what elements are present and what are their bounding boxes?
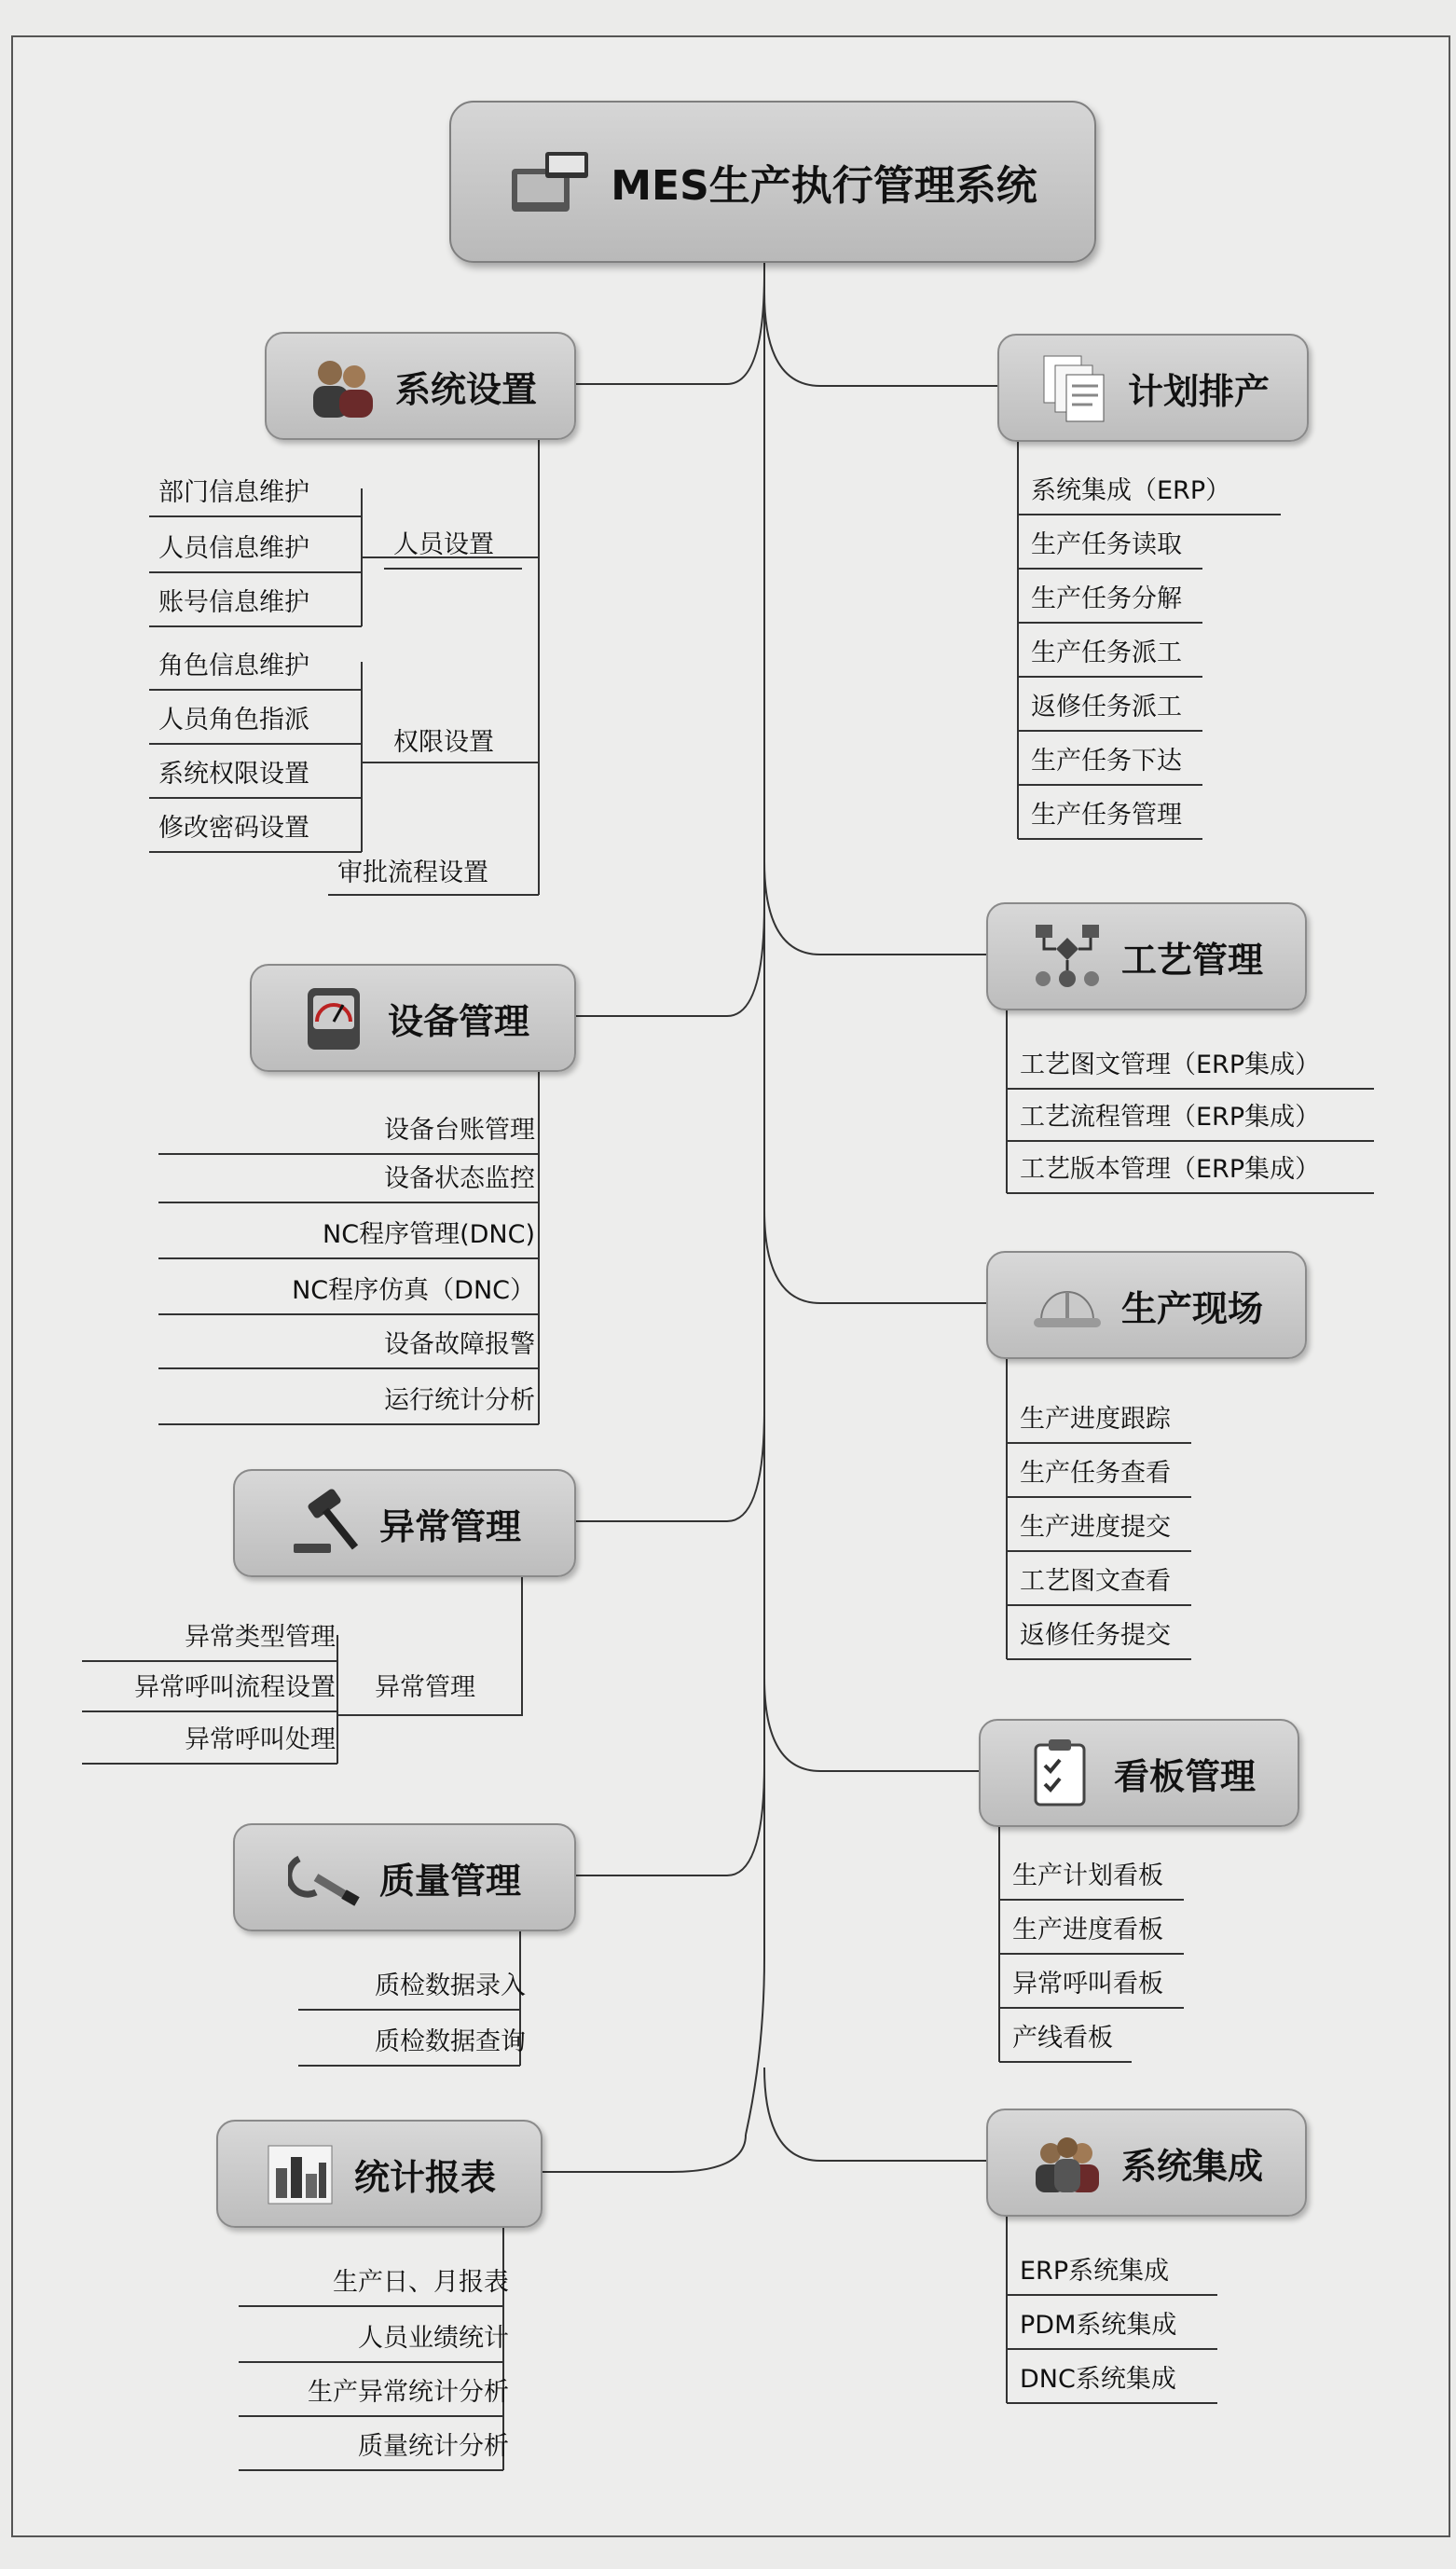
topic-title: 统计报表 [353,2156,496,2198]
leaf-item: 生产日、月报表 [333,2268,509,2297]
leaf-item: 生产进度看板 [1012,1916,1163,1944]
leaf-item: 生产任务读取 [1031,530,1182,559]
leaf-item: 工艺图文管理（ERP集成） [1020,1051,1321,1079]
hardhat-icon [1030,1268,1105,1342]
topic-right-0 [997,334,1309,442]
leaf-item: 产线看板 [1012,2024,1113,2053]
users-icon [304,349,378,423]
leaf-item: 异常呼叫处理 [185,1725,336,1754]
micrometer-icon [288,1840,363,1915]
leaf-item: 生产进度提交 [1020,1513,1171,1542]
topic-title: 工艺管理 [1120,939,1263,981]
leaf-item: 生产任务查看 [1020,1459,1171,1488]
leaf-item: 人员信息维护 [158,534,309,563]
leaf-item: 生产异常统计分析 [308,2378,509,2407]
leaf-item: 设备故障报警 [384,1330,535,1359]
leaf-item: 部门信息维护 [158,478,309,507]
topic-left-0 [265,332,576,440]
leaf-item: 账号信息维护 [158,588,309,617]
leaf-item: 返修任务提交 [1020,1621,1171,1650]
leaf-item: 审批流程设置 [337,859,488,887]
gavel-icon [288,1486,363,1560]
leaf-item: 系统集成（ERP） [1031,476,1231,505]
leaf-item: 系统权限设置 [158,760,309,789]
leaf-item: 生产任务派工 [1031,639,1182,667]
topic-left-3 [233,1823,576,1931]
topic-left-1 [250,964,576,1072]
leaf-item: 生产进度跟踪 [1020,1405,1171,1434]
topic-right-3 [979,1719,1299,1827]
people-group-icon [1030,2125,1105,2200]
leaf-item: 生产任务管理 [1031,801,1182,830]
leaf-item: 工艺版本管理（ERP集成） [1020,1155,1321,1184]
leaf-item: 生产任务分解 [1031,584,1182,613]
leaf-item: 工艺流程管理（ERP集成） [1020,1103,1321,1132]
flowchart-icon [1030,919,1105,994]
topic-title: 看板管理 [1113,1755,1256,1797]
gauge-icon [296,981,371,1055]
connector-line [572,1764,764,1875]
leaf-item: NC程序仿真（DNC） [292,1276,535,1305]
leaf-item: 设备状态监控 [384,1164,535,1193]
computer-icon [508,144,592,219]
leaf-item: NC程序管理(DNC) [323,1220,535,1249]
clipboard-check-icon [1023,1736,1097,1810]
connector-line [764,1678,979,1771]
connector-line [746,259,764,2135]
connector-line [572,272,764,384]
bar-chart-icon [263,2136,337,2211]
topic-title: 异常管理 [378,1505,521,1547]
connector-line [572,904,764,1016]
connector-line [764,1210,986,1303]
topic-right-4 [986,2109,1307,2217]
connector-line [764,293,997,386]
topic-title: 系统集成 [1120,2145,1263,2187]
leaf-item: 运行统计分析 [384,1386,535,1415]
topic-title: 系统设置 [394,368,537,410]
connector-line [764,861,986,955]
connector-line [764,2068,986,2161]
leaf-item: 修改密码设置 [158,814,309,843]
topic-left-2 [233,1469,576,1577]
topic-right-2 [986,1251,1307,1359]
leaf-item: 角色信息维护 [158,652,309,680]
leaf-item: DNC系统集成 [1020,2365,1176,2394]
leaf-item: 异常呼叫看板 [1012,1970,1163,1999]
leaf-item: 生产任务下达 [1031,747,1182,776]
leaf-item: 质量统计分析 [358,2432,509,2461]
topic-title: 质量管理 [378,1860,521,1902]
leaf-item: PDM系统集成 [1020,2311,1177,2340]
leaf-item: 异常管理 [375,1673,475,1702]
leaf-item: 异常呼叫流程设置 [134,1673,336,1702]
leaf-item: 生产计划看板 [1012,1861,1163,1890]
root-title: MES生产执行管理系统 [611,162,1037,210]
topic-title: 生产现场 [1120,1287,1263,1329]
leaf-item: 权限设置 [393,728,494,757]
leaf-item: 异常类型管理 [185,1623,336,1652]
leaf-item: 返修任务派工 [1031,693,1182,721]
leaf-item: 人员角色指派 [158,706,309,735]
connector-line [572,1409,764,1521]
leaf-item: 工艺图文查看 [1020,1567,1171,1596]
topic-left-4 [216,2120,543,2228]
documents-icon [1037,350,1111,425]
connector-line [539,2135,746,2172]
leaf-item: 质检数据录入 [375,1971,526,2000]
leaf-item: ERP系统集成 [1020,2257,1170,2286]
topic-title: 设备管理 [387,1000,529,1042]
leaf-item: 质检数据查询 [375,2027,526,2056]
topic-right-1 [986,902,1307,1010]
topic-title: 计划排产 [1127,370,1270,412]
leaf-item: 人员设置 [393,530,494,559]
leaf-item: 设备台账管理 [384,1116,535,1145]
root-topic [449,101,1096,263]
leaf-item: 人员业绩统计 [358,2324,509,2353]
